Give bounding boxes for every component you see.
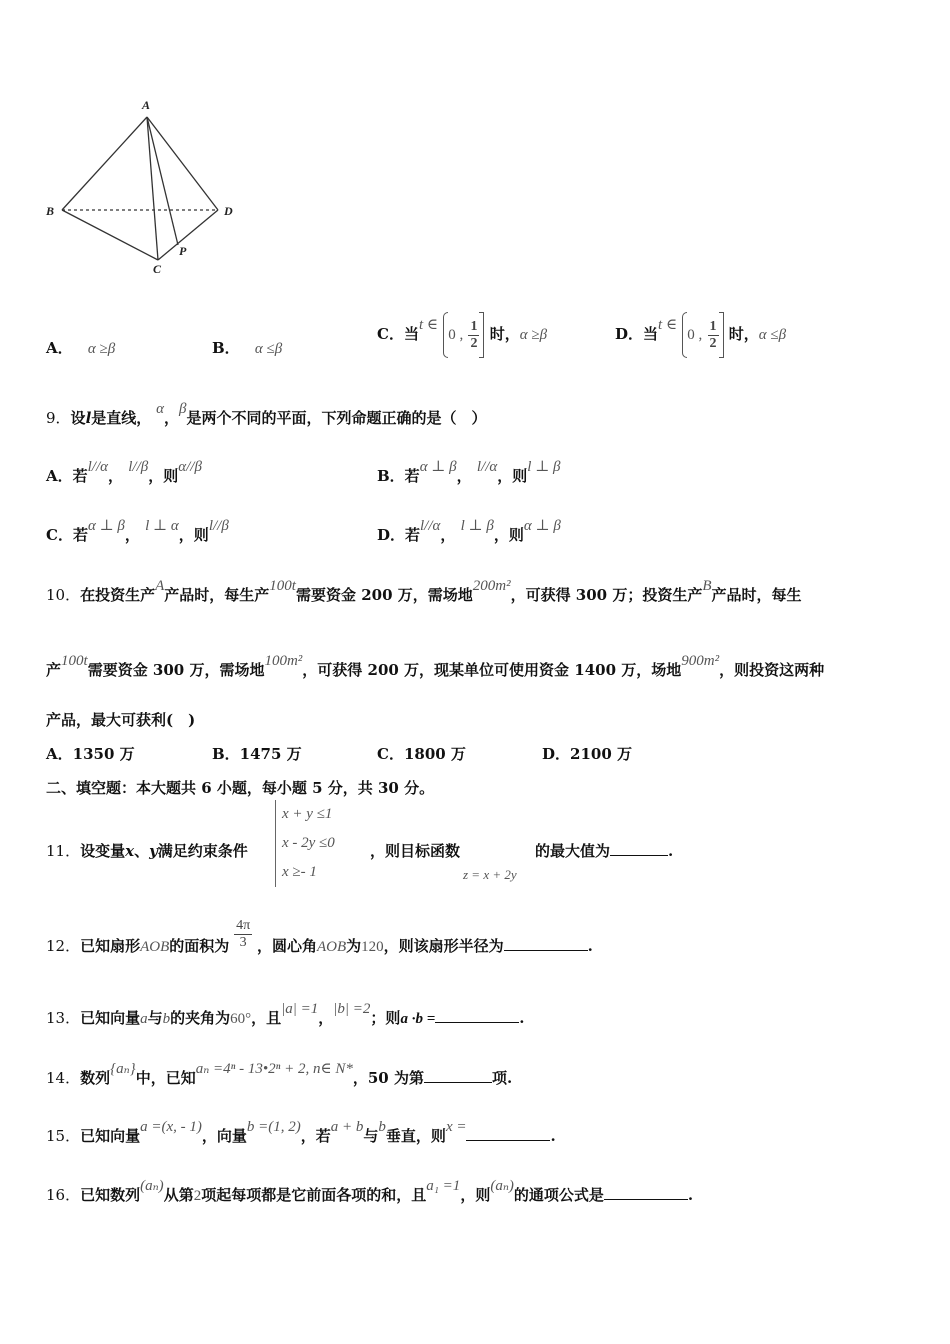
q13-stem[interactable]: 13．已知向量a与b的夹角为60°，且|a| =1，|b| =2；则a ·b = .: [46, 1001, 525, 1027]
q10-option-a[interactable]: A．1350 万: [46, 745, 135, 763]
q8-option-d[interactable]: D．当t ∈ 0 , $\frac{1}{2}$ 时，α ≤β: [615, 312, 786, 358]
q15-stem[interactable]: 15．已知向量a =(x, - 1)，向量b =(1, 2)，若a + b与b垂直，则x = .: [46, 1119, 556, 1145]
q9-option-a[interactable]: A．若l//α， l//β，则α//β: [46, 459, 202, 485]
q14-stem[interactable]: 14．数列{aₙ}中，已知aₙ =4ⁿ - 13•2ⁿ + 2, n∈ N*，50 为第 项.: [46, 1061, 513, 1087]
q11-constraints: x + y ≤1 x - 2y ≤0 x ≥- 1: [275, 800, 335, 887]
q11-stem: 11．设变量x、y满足约束条件: [46, 842, 248, 860]
vertex-label-c: C: [153, 262, 162, 276]
q9-option-b[interactable]: B．若α ⊥ β， l//α，则l ⊥ β: [377, 459, 561, 485]
q12-stem[interactable]: 12．已知扇形AOB的面积为 $\frac{4\pi}{3}$ ，圆心角AOB为120，则该扇形半径为 .: [46, 917, 593, 955]
q10-option-d[interactable]: D．2100 万: [542, 745, 632, 763]
vertex-label-a: A: [142, 98, 151, 112]
vertex-label-p: P: [179, 244, 187, 258]
q11-objective-text: ，则目标函数: [370, 842, 461, 860]
q10-option-b[interactable]: B．1475 万: [212, 745, 302, 763]
q16-stem[interactable]: 16．已知数列(aₙ)从第2项起每项都是它前面各项的和，且a₁ =1，则(aₙ)的通项公式是 .: [46, 1178, 694, 1204]
q9-option-d[interactable]: D．若l//α， l ⊥ β，则α ⊥ β: [377, 518, 561, 544]
q11-answer[interactable]: 的最大值为 .: [535, 842, 674, 860]
q10-stem-line1: 10．在投资生产A产品时，每生产100t需要资金 200 万，需场地200m²，可获得 300 万；投资生产B产品时，每生: [46, 578, 802, 604]
q8-option-a[interactable]: A． α ≥β: [46, 339, 116, 357]
section-heading: 二、填空题：本大题共 6 小题，每小题 5 分，共 30 分。: [46, 779, 435, 797]
q10-option-c[interactable]: C．1800 万: [377, 745, 466, 763]
q9-option-c[interactable]: C．若α ⊥ β， l ⊥ α，则l//β: [46, 518, 229, 544]
vertex-label-b: B: [46, 204, 55, 218]
tetrahedron-figure: [40, 95, 245, 280]
q11-objective-function: z = x + 2y: [463, 867, 517, 882]
q10-stem-line2: 产100t需要资金 300 万，需场地100m²，可获得 200 万，现某单位可使用资金 1400 万，场地900m²，则投资这两种: [46, 653, 825, 679]
q8-option-c[interactable]: C．当t ∈ 0 , $\frac{1}{2}$ 时，α ≥β: [377, 312, 547, 358]
q10-stem-line3: 产品，最大可获利( ): [46, 711, 196, 729]
q9-stem: 9．设l是直线， α，β是两个不同的平面，下列命题正确的是（ ）: [46, 401, 487, 427]
q8-option-b[interactable]: B． α ≤β: [212, 339, 283, 357]
vertex-label-d: D: [224, 204, 233, 218]
